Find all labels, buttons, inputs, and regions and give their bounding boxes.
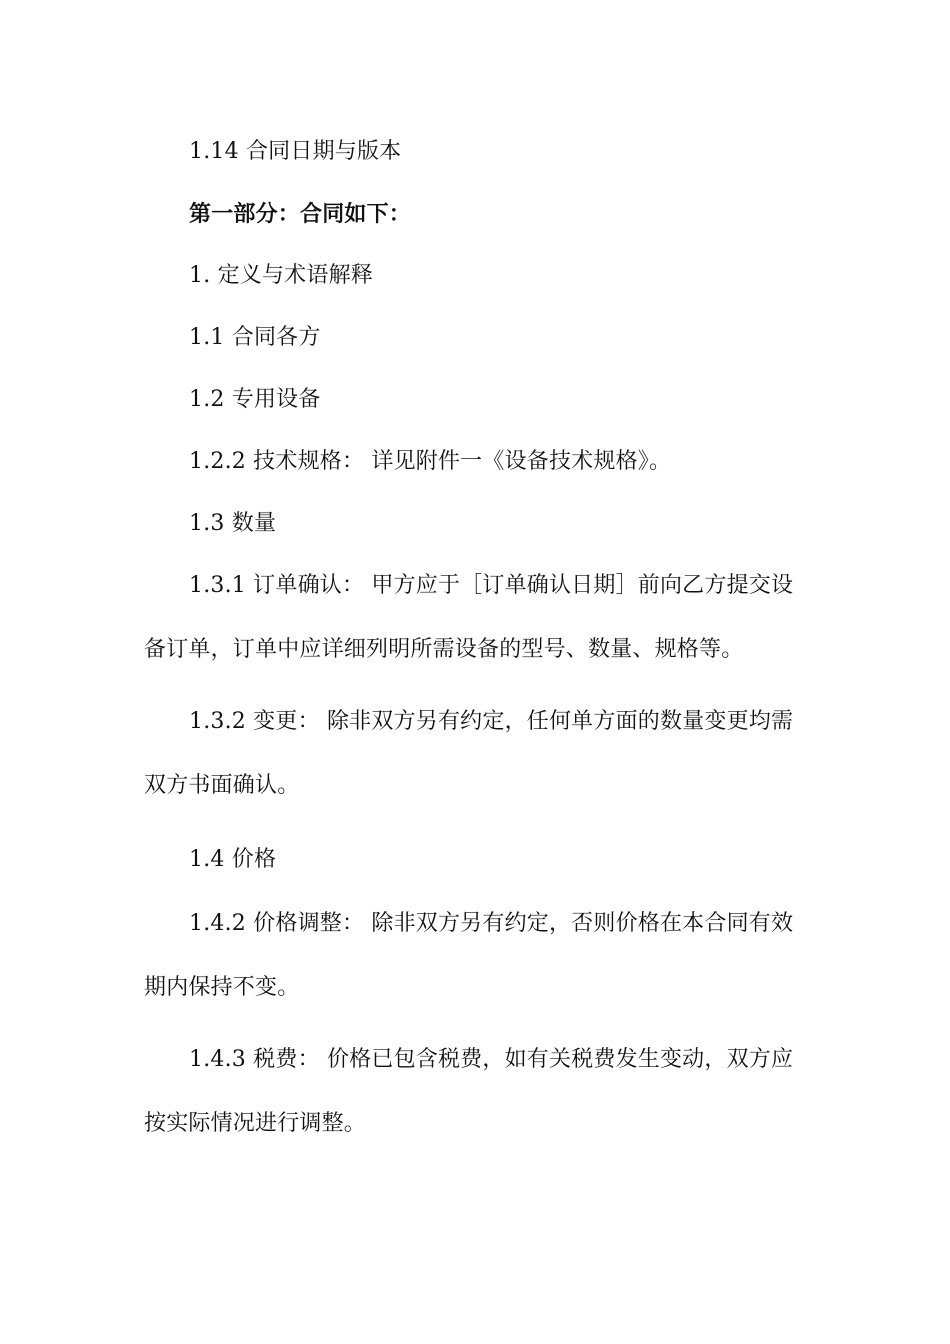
clause-technical-specs: 1.2.2 技术规格： 详见附件一《设备技术规格》。: [189, 449, 672, 474]
section-heading-price: 1.4 价格: [189, 847, 277, 872]
section-heading-parties: 1.1 合同各方: [189, 325, 321, 350]
clause-taxes: 1.4.3 税费： 价格已包含税费，如有关税费发生变动，双方应按实际情况进行调整。: [144, 1047, 794, 1136]
section-heading-quantity: 1.3 数量: [189, 511, 277, 536]
section-heading-definitions: 1. 定义与术语解释: [189, 263, 373, 288]
part-one-heading: 第一部分：合同如下：: [189, 201, 412, 227]
clause-price-adjustment: 1.4.2 价格调整： 除非双方另有约定，否则价格在本合同有效期内保持不变。: [144, 911, 794, 1000]
section-heading-equipment: 1.2 专用设备: [189, 387, 321, 412]
clause-quantity-change: 1.3.2 变更： 除非双方另有约定，任何单方面的数量变更均需双方书面确认。: [144, 709, 794, 798]
clause-order-confirmation: 1.3.1 订单确认： 甲方应于［订单确认日期］前向乙方提交设备订单，订单中应详细列明所需设备的型号、数量、规格等。: [144, 573, 794, 662]
section-heading-contract-date-version: 1.14 合同日期与版本: [189, 139, 402, 164]
